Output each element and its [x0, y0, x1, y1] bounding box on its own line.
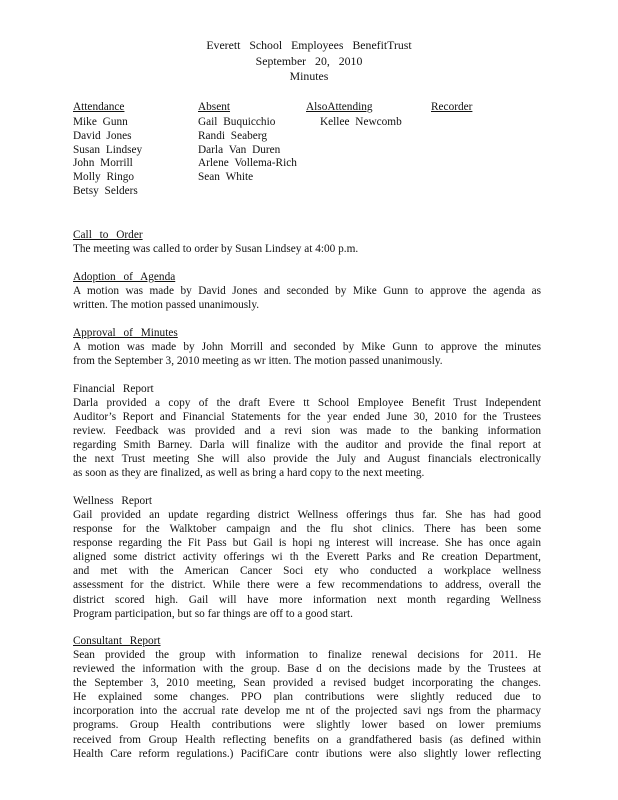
body-line: district scored high. Gail will have more information next month regarding Wellness [73, 593, 541, 606]
also-attending-name: Kellee Newcomb [320, 116, 402, 128]
body-line: Gail provided an update regarding district Wellness offerings thus far. She has had good [73, 509, 541, 521]
body-line: reviewed the information with the group. Base d on the decisions made by the Trustees at [73, 663, 541, 676]
section-title: Consultant Report [73, 635, 161, 647]
body-line: A motion was made by John Morrill and seconded by Mike Gunn to approve the minutes [73, 341, 541, 353]
attendee-name: Betsy Selders [73, 184, 138, 197]
body-line: the September 3, 2010 meeting, Sean provided a revised budget incorporating the changes. [73, 677, 541, 690]
absent-name: Randi Seaberg [198, 129, 267, 142]
section-body [73, 340, 541, 368]
section-title: Call to Order [73, 229, 143, 241]
body-line: and met with the American Cancer Soci ety who conducted a workplace wellness [73, 565, 541, 578]
body-line: as soon as they are finalized, as well as bring a hard copy to the next meeting. [73, 467, 425, 480]
absent-list [198, 116, 297, 185]
attendee-name: Susan Lindsey [73, 143, 143, 156]
section-body [73, 648, 541, 761]
body-line: from the September 3, 2010 meeting as wr itten. The motion passed unanimously. [73, 355, 443, 368]
body-line: the next Trust meeting She will also provide the July and August financials electronically [73, 453, 541, 466]
consultant-report-section [73, 634, 541, 761]
financial-report-section [73, 382, 541, 481]
body-line: A motion was made by David Jones and seconded by Mike Gunn to approve the agenda as [73, 285, 541, 297]
approval-of-minutes-section [73, 326, 541, 368]
body-line: received from Group Health reflecting benefits on a grandfathered basis (as defined within [73, 733, 541, 746]
body-line: programs. Group Health contributions were slightly lower based on lower premiums [73, 719, 541, 732]
section-title: Approval of Minutes [73, 327, 178, 339]
meeting-date: September 20, 2010 [255, 53, 363, 68]
also-attending-heading: AlsoAttending [306, 101, 373, 113]
absent-heading: Absent [198, 101, 231, 113]
recorder-heading: Recorder [431, 101, 473, 113]
attendee-name: Mike Gunn [73, 116, 128, 128]
absent-name: Arlene Vollema-Rich [198, 157, 297, 170]
minutes-label: Minutes [289, 69, 329, 83]
body-line: response regarding the Fit Pass but Gail is hopi ng interest will increase. She has once again [73, 537, 541, 550]
trust-title: Everett School Employees BenefitTrust [206, 38, 412, 52]
absent-name: Sean White [198, 171, 254, 184]
body-line: regarding Smith Barney. Darla will finalize with the auditor and provide the final report at [73, 439, 541, 452]
body-line: He explained some changes. PPO plan contributions were slightly reduced due to [73, 691, 541, 704]
body-line: Darla provided a copy of the draft Evere tt School Employee Benefit Trust Independent [73, 397, 541, 409]
call-to-order-section [73, 228, 541, 256]
absent-name: Gail Buquicchio [198, 116, 276, 128]
body-line: aligned some district activity offerings wi th the Everett Parks and Re creation Department, [73, 551, 541, 564]
body-line: assessment for the district. While there were a few recommendations to address, overall the [73, 579, 541, 592]
also-attending-list [320, 116, 402, 130]
section-title: Wellness Report [73, 495, 153, 507]
section-body [73, 396, 541, 481]
attendance-list [73, 116, 142, 199]
body-line: Health Care reform regulations.) PacifiCare contr ibutions were also slightly lower reflecting [73, 747, 541, 760]
section-body [73, 284, 541, 312]
section-title: Financial Report [73, 383, 154, 395]
attendance-heading: Attendance [73, 101, 125, 113]
body-line: written. The motion passed unanimously. [73, 299, 260, 312]
body-line: The meeting was called to order by Susan Lindsey at 4:00 p.m. [73, 243, 359, 255]
section-body [73, 242, 541, 256]
body-line: incorporation into the accrual rate develop me nt of the projected savi ngs from the pharmacy [73, 705, 541, 718]
attendee-name: David Jones [73, 129, 132, 142]
attendee-name: Molly Ringo [73, 171, 135, 184]
section-title: Adoption of Agenda [73, 271, 176, 283]
wellness-report-section [73, 494, 541, 621]
body-line: Sean provided the group with information to finalize renewal decisions for 2011. He [73, 649, 541, 661]
body-line: review. Feedback was provided and a revi sion was made to the banking information [73, 425, 541, 438]
body-line: Auditor’s Report and Financial Statements for the year ended June 30, 2010 for the Trustees [73, 411, 541, 424]
adoption-of-agenda-section [73, 270, 541, 312]
absent-name: Darla Van Duren [198, 143, 281, 156]
attendee-name: John Morrill [73, 157, 133, 170]
document-header [0, 38, 618, 85]
body-line: Program participation, but so far things are off to a good start. [73, 607, 353, 620]
body-line: response for the Walktober campaign and the flu shot clinics. There has been some [73, 523, 541, 536]
section-body [73, 508, 541, 621]
